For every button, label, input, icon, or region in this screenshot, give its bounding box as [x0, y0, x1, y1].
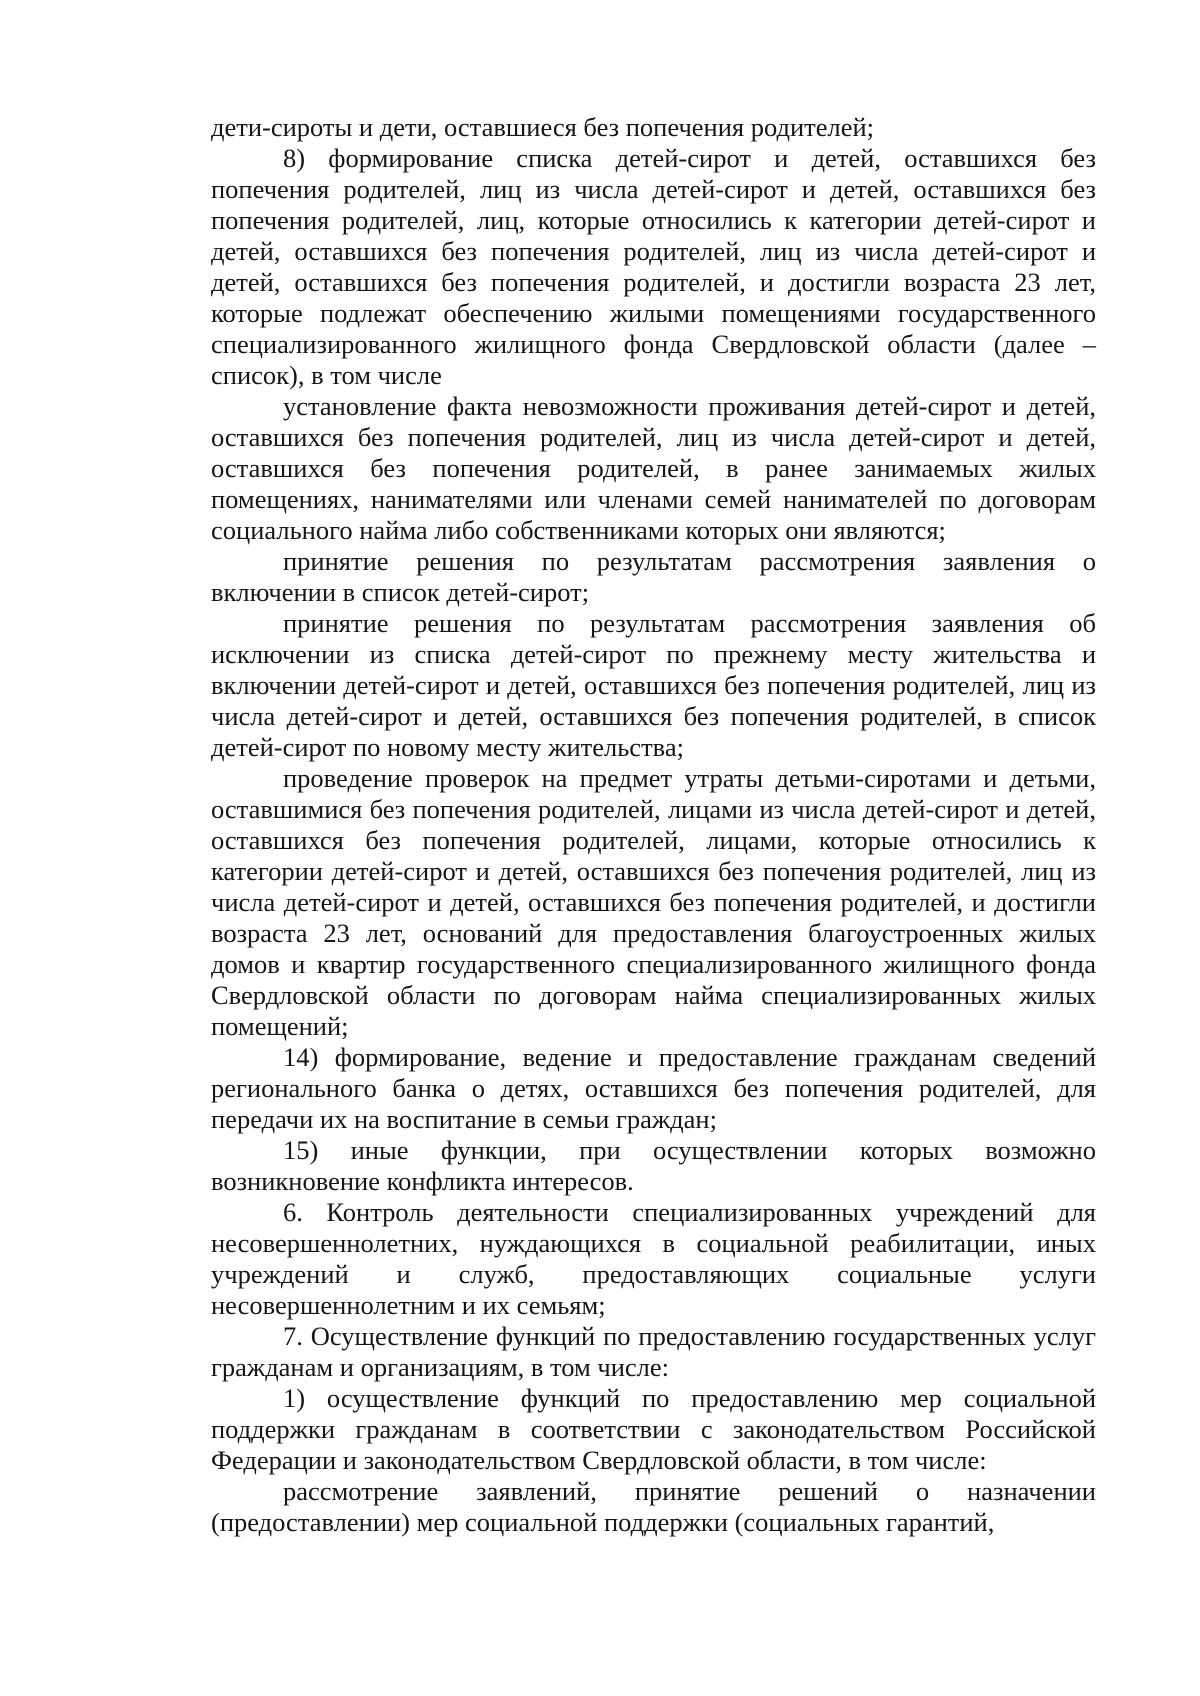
paragraph-item-15: 15) иные функции, при осуществлении которых возможно возникновение конфликта интересов. [211, 1135, 1096, 1196]
paragraph-item-1: 1) осуществление функций по предоставлению мер социальной поддержки гражданам в соответствии с законодательством Российской Федерации и законодательством Свердловской области, в том числе: [211, 1383, 1096, 1475]
paragraph-section-6: 6. Контроль деятельности специализированных учреждений для несовершеннолетних, нуждающихся в социальной реабилитации, иных учреждений и служб, предоставляющих социальные услуги несовершеннолетним и их семьям; [211, 1197, 1096, 1320]
paragraph-item-8: 8) формирование списка детей-сирот и детей, оставшихся без попечения родителей, лиц из числа детей-сирот и детей, оставшихся без попечения родителей, лиц, которые относились к категории детей-сирот и детей, оставшихся без попечения родителей, лиц из числа детей-сирот и детей, оставшихся без попечения родителей, и достигли возраста 23 лет, которые подлежат обеспечению жилыми помещениями государственного специализированного жилищного фонда Свердловской области (далее – список), в том числе [211, 143, 1096, 390]
paragraph-subitem-inspections: проведение проверок на предмет утраты детьми-сиротами и детьми, оставшимися без попечения родителей, лицами из числа детей-сирот и детей, оставшихся без попечения родителей, лицами, которые относились к категории детей-сирот и детей, оставшихся без попечения родителей, лиц из числа детей-сирот и детей, оставшихся без попечения родителей, и достигли возраста 23 лет, оснований для предоставления благоустроенных жилых домов и квартир государственного специализированного жилищного фонда Свердловской области по договорам найма специализированных жилых помещений; [211, 763, 1096, 1041]
paragraph-continuation: дети-сироты и дети, оставшиеся без попечения родителей; [211, 112, 875, 142]
paragraph-item-14: 14) формирование, ведение и предоставление гражданам сведений регионального банка о детях, оставшихся без попечения родителей, для передачи их на воспитание в семьи граждан; [211, 1042, 1096, 1134]
paragraph-subitem-inclusion: принятие решения по результатам рассмотрения заявления о включении в список детей-сирот; [211, 546, 1096, 607]
paragraph-subitem-impossibility: установление факта невозможности проживания детей-сирот и детей, оставшихся без попечения родителей, лиц из числа детей-сирот и детей, оставшихся без попечения родителей, в ранее занимаемых жилых помещениях, нанимателями или членами семей нанимателей по договорам социального найма либо собственниками которых они являются; [211, 391, 1096, 545]
paragraph-section-7: 7. Осуществление функций по предоставлению государственных услуг гражданам и организациям, в том числе: [211, 1321, 1096, 1382]
document-page [211, 112, 1096, 1538]
paragraph-subitem-exclusion: принятие решения по результатам рассмотрения заявления об исключении из списка детей-сирот по прежнему месту жительства и включении детей-сирот и детей, оставшихся без попечения родителей, лиц из числа детей-сирот и детей, оставшихся без попечения родителей, в список детей-сирот по новому месту жительства; [211, 608, 1096, 762]
paragraph-subitem-applications: рассмотрение заявлений, принятие решений о назначении (предоставлении) мер социальной поддержки (социальных гарантий, [211, 1476, 1096, 1537]
